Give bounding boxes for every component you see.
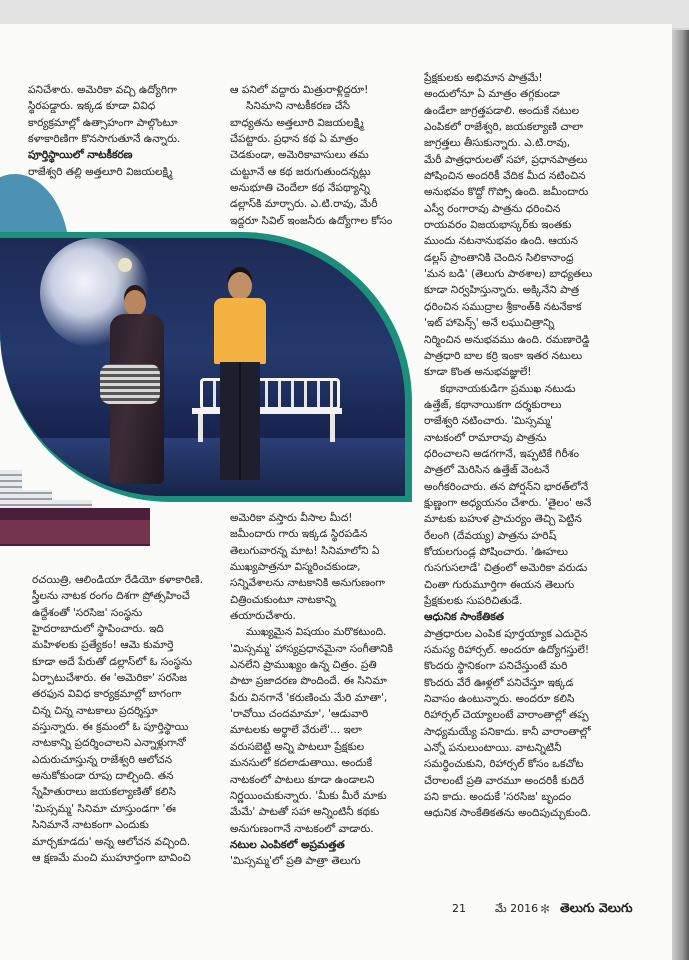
text-line: నిర్మించిన అనుభవము ఉంది. రమణారెడ్డి: [424, 333, 590, 346]
text-line: అనుభవం కొద్దో గొప్పో ఉంది. జమీందారు: [424, 186, 589, 199]
text-line: సినిమానే నాటకంగా ఎందుకు: [32, 819, 149, 832]
text-line: 'మన బడి' (తెలుగు పాఠశాల) బాధ్యతలు: [424, 268, 593, 281]
text-line: రాయవరం విజయభాస్కర్‌కు ఇంతకు: [424, 219, 572, 232]
text-line: ఉత్తేజ్, కథానాయికగా దర్శకురాలు: [424, 398, 562, 411]
column-2-top: [230, 82, 420, 229]
text-line: మాటకు బహుళ ప్రాచుర్యం తెచ్చి పెట్టిన: [424, 513, 582, 526]
text-line: చేపట్టారు. ప్రధాన కథ ఏ మాత్రం: [230, 133, 359, 146]
text-line: నాటకంలో రామారావు పాత్రను: [424, 431, 547, 444]
text-line: సన్నివేశాలను నాటకానికి అనుగుణంగా: [230, 577, 386, 590]
text-line: నాటకంలో పాటలు కూడా ఉండాలని: [230, 773, 375, 786]
text-line: అనుగుణంగానే నాటకంలో వాడారు.: [230, 822, 374, 835]
column-1-top: [28, 82, 228, 180]
text-line: కథానాయకుడిగా ప్రముఖ నటుడు: [440, 382, 576, 395]
actor-figure: [210, 272, 270, 487]
text-line: ఉండేలా జాగ్రత్తపడాలి. అందుకే నటుల: [424, 104, 580, 117]
text-line: చింతా గురుమూర్తిగా ఈయన తెలుగు: [424, 578, 575, 591]
text-line: బాధ్యతను అత్తలూరి విజయలక్ష్మి: [230, 116, 364, 129]
text-line: కొందరు వేరే ఊళ్లలో పనిచేస్తూ ఇక్కడ: [424, 676, 574, 689]
text-line: 'మిస్సమ్మ'లో ప్రతి పాత్రా తెలుగు: [230, 855, 361, 868]
text-line: ఎనలేని ప్రాముఖ్యం ఉన్న చిత్రం. ప్రతి: [230, 659, 377, 672]
text-line: పనిచేశారు. అమెరికా వచ్చి ఉద్యోగిగా: [28, 84, 177, 96]
text-line: రిహార్సల్ చెయ్యాలంటే వారాంతాల్లో తప్ప: [424, 709, 589, 722]
text-line: అమెరికా వస్తారు వీసాల మీద!: [230, 512, 353, 524]
text-line: అనుకోకుండా రూపు దాల్చింది. తన: [32, 770, 174, 783]
text-line: అంగీకరించారు. తన పోర్షన్‌ని భారత్‌లోనే: [424, 480, 589, 493]
text-line: కూడా అదే పేరుతో డల్లాస్‌లో ఓ సంస్థను: [32, 655, 193, 668]
text-line: రాజేశ్వరి తల్లి అత్తలూరి విజయలక్ష్మి: [28, 165, 173, 178]
text-line: తెలుగువారన్న మాట! సినిమాలోని ఏ: [230, 544, 380, 557]
text-line: ముందు నటనానుభవం ఉంది. ఆయన: [424, 235, 578, 248]
text-line: మేరీ పాత్రధారులతో సహా, ప్రధానపాత్రలు: [424, 153, 588, 166]
text-line: వరుసబెట్టి అన్ని పాటలూ ప్రేక్షకుల: [230, 740, 365, 753]
flower-icon: ✻: [540, 902, 551, 916]
text-line: ధరించాలని అడగగానే, ఇప్పటికే గిరీశం: [424, 447, 579, 460]
text-line: 'ఇట్ హాపెన్స్' అనే లఘుచిత్రాన్ని: [424, 317, 555, 330]
text-line: వస్తున్నారు. ఈ క్రమంలో ఓ పూర్తిస్థాయి: [32, 721, 189, 734]
text-line: ఎన్నో పనులుంటాయి. వాటన్నిటినీ: [424, 742, 562, 755]
text-line: మహిళలకు ప్రత్యేకం! ఆమె కుమార్తె: [32, 639, 174, 652]
text-line: 'రావోయి చందమామా', 'ఆడువారి: [230, 708, 369, 721]
text-line: రేలంగి (దేవయ్య) పాత్రను హరిష్: [424, 529, 557, 542]
text-line: మార్చకూడదు' అన్న ఆలోచన వచ్చింది.: [32, 835, 191, 848]
magazine-name: తెలుగు వెలుగు: [560, 900, 633, 915]
text-line: పేరు వినగానే 'కరుణించు మేరి మాతా',: [230, 691, 388, 704]
text-line: మేమే' పాటతో సహా అన్నింటినీ కథకు: [230, 806, 380, 819]
column-1-bottom: [32, 572, 232, 866]
text-line: డల్లాస్‌కి మార్చారు. ఎ.టి.రావు, మేరీ: [230, 198, 378, 211]
text-line: స్నేహితురాలు జయకల్యాణితో కలిసి: [32, 786, 176, 799]
section-heading: పూర్తిస్థాయిలో నాటకీకరణ: [28, 149, 133, 162]
column-3: [424, 70, 664, 822]
text-line: చిన్న చిన్న నాటకాలు ప్రదర్శిస్తూ: [32, 704, 158, 717]
text-line: చుట్టూనే ఆ కథ జరుగుతుందన్నట్లు: [230, 165, 371, 178]
text-line: రాజేశ్వరి నటించారు. 'మిస్సమ్మ': [424, 415, 554, 428]
text-line: సమర్థించుకుని, రిహార్సల్ కోసం ఒకచోట: [424, 758, 584, 771]
text-line: తరఫున వివిధ కార్యక్రమాల్లో బాగంగా: [32, 688, 182, 701]
text-line: నాటకాన్ని ప్రదర్శించాలని ఎన్నాళ్లుగానో: [32, 737, 186, 750]
text-line: జాగ్రత్తలు తీసుకున్నారు. ఎ.టి.రావు,: [424, 137, 571, 150]
issue-date: మే 2016: [495, 902, 539, 915]
text-line: పని కాదు. అందుకే 'సరసిజ' బృందం: [424, 791, 572, 804]
text-line: కళాకారిణిగా కొనసాగుతూనే ఉన్నారు.: [28, 133, 181, 146]
text-line: పాత్రధారి బాల కర్రి ఇంకా ఇతర నటులు: [424, 349, 583, 362]
text-line: ఆ క్షణమే మంచి ముహూర్తంగా బావించి: [32, 851, 191, 864]
text-line: స్థిరపడ్డారు. ఇక్కడ కూడా వివిధ: [28, 100, 156, 113]
text-line: గుసగుసలాడే' చిత్రంలో అమెరికా వరుడు: [424, 562, 588, 575]
text-line: ఆధునిక సాంకేతికతను అందిపుచ్చుకుంది.: [424, 807, 592, 820]
page-number: 21: [452, 902, 466, 915]
text-line: 'మిస్సమ్మ' హాస్యప్రధానమైనా సంగీతానికి: [230, 642, 393, 655]
text-line: మనసులో కదలాడుతాయి. అందుకే: [230, 757, 373, 770]
text-line: పాటా ప్రజాదరణ పొందిందే. ఈ సినిమా: [230, 675, 387, 688]
text-line: చిత్రించుకుంటూ నాటకాన్ని: [230, 593, 336, 606]
text-line: కూడా కొంత అనుభవజ్ఞులే!: [424, 366, 532, 379]
text-line: క్షుణ్ణంగా అధ్యయనం చేశారు. 'తైలం' అనే: [424, 496, 592, 509]
text-line: ముఖ్యపాత్రనూ విస్మరించకుండా,: [230, 561, 361, 574]
stage-lamp: [118, 258, 132, 272]
text-line: ముఖ్యమైన విషయం మరొకటుంది.: [246, 626, 387, 639]
text-line: ఉద్దేశంతో 'సరసిజ' సంస్థను: [32, 606, 143, 619]
text-line: ప్రేక్షకులకు సుపరిచితుడే.: [424, 595, 523, 607]
text-line: తయారుచేశారు.: [230, 610, 296, 623]
section-heading: నటుల ఎంపికలో అప్రమత్తత: [230, 838, 345, 851]
text-line: కూడా నిర్వహిస్తున్నారు. అక్కినేని పాత్ర: [424, 284, 580, 297]
text-line: ఆ పనిలో వద్దారు మిత్రురాళ్లిద్దరూ!: [230, 84, 369, 96]
text-line: జమీందారు గారు ఇక్కడ స్థిరపడిన: [230, 528, 368, 541]
text-line: రచయిత్రి, ఆలిండియా రేడియో కళాకారిణి.: [32, 574, 203, 586]
column-2-bottom: [230, 510, 420, 870]
text-line: డల్లస్ ప్రాంతానికి చెందిన సిలికానాంధ్ర: [424, 251, 574, 264]
page-gutter: [672, 30, 689, 960]
text-line: సమస్య రిహార్సల్. అందరూ ఉద్యోగస్తులే!: [424, 644, 590, 657]
text-line: ఇద్దరూ సివిల్ ఇంజనీరు ఉద్యోగాల కోసం: [230, 214, 393, 227]
text-line: అనుభూతి చెందేలా కథ నేపథ్యాన్ని: [230, 182, 370, 195]
text-line: ధరించిన సముద్రాల శ్రీకాంత్‌కి నటనేకాక: [424, 300, 582, 313]
text-line: కోయలగుండ్ల పోషించారు. 'ఊహలు: [424, 545, 568, 558]
text-line: ప్రేక్షకులకు అభిమాన పాత్రమే!: [424, 72, 543, 84]
text-line: హైదరాబాదులో స్థాపించారు. ఇది: [32, 623, 164, 636]
striped-pillow: [100, 364, 160, 404]
text-line: పాత్రధారుల ఎంపిక పూర్తయ్యాక ఎదురైన: [424, 627, 588, 640]
text-line: మాటలకు అర్థాలే వేరులే'... ఇలా: [230, 724, 362, 737]
text-line: కొందరు స్థానికంగా పనిచేస్తుంటే మరి: [424, 660, 568, 673]
text-line: సాధ్యమయ్యే పనికాదు. కానీ వారాంతాల్లో: [424, 725, 591, 738]
text-line: పాత్రలో మెరిసిన ఉత్తేజ్ వెంటనే: [424, 464, 550, 477]
decorative-strip-light: [0, 520, 150, 544]
text-line: చెడకుండా, అమెరికావాసులు తమ: [230, 149, 369, 162]
text-line: అందులోనూ ఏ మాత్రం తగ్గకుండా: [424, 88, 560, 101]
text-line: స్త్రీలను నాటక రంగం దిశగా ప్రోత్సహించే: [32, 590, 190, 603]
text-line: 'మిస్సమ్మ' సినిమా చూస్తుండగా 'ఈ: [32, 802, 176, 815]
text-line: ఎదురుచూస్తున్న రాజేశ్వరి ఆలోచన: [32, 753, 173, 766]
text-line: ఎంపికలో రాజేశ్వరి, జయకల్యాణి చాలా: [424, 121, 584, 134]
text-line: కార్యక్రమాల్లో ఉత్సాహంగా పాల్గొంటూ: [28, 116, 178, 129]
text-line: సినిమాని నాటకీకరణ చేసే: [246, 100, 351, 113]
text-line: చేరాలంటే ప్రతి వారమూ అందరికీ కుదిరే: [424, 774, 585, 787]
text-line: ఎస్వీ రంగారావు పాత్రను ధరించిన: [424, 202, 561, 215]
section-heading: ఆధునిక సాంకేతికత: [424, 611, 505, 624]
text-line: ఏర్పాటుచేశారు. ఈ 'అమెరికా' సరసిజ: [32, 672, 188, 685]
text-line: నివాసం ఉంటున్నారు. అందరూ కలిసి: [424, 693, 575, 706]
text-line: నిర్ణయించుకున్నారు. 'మీకు మీరే మాకు: [230, 789, 387, 802]
text-line: పోషించిన అందరికీ వేదిక మీద నటించిన: [424, 170, 586, 183]
